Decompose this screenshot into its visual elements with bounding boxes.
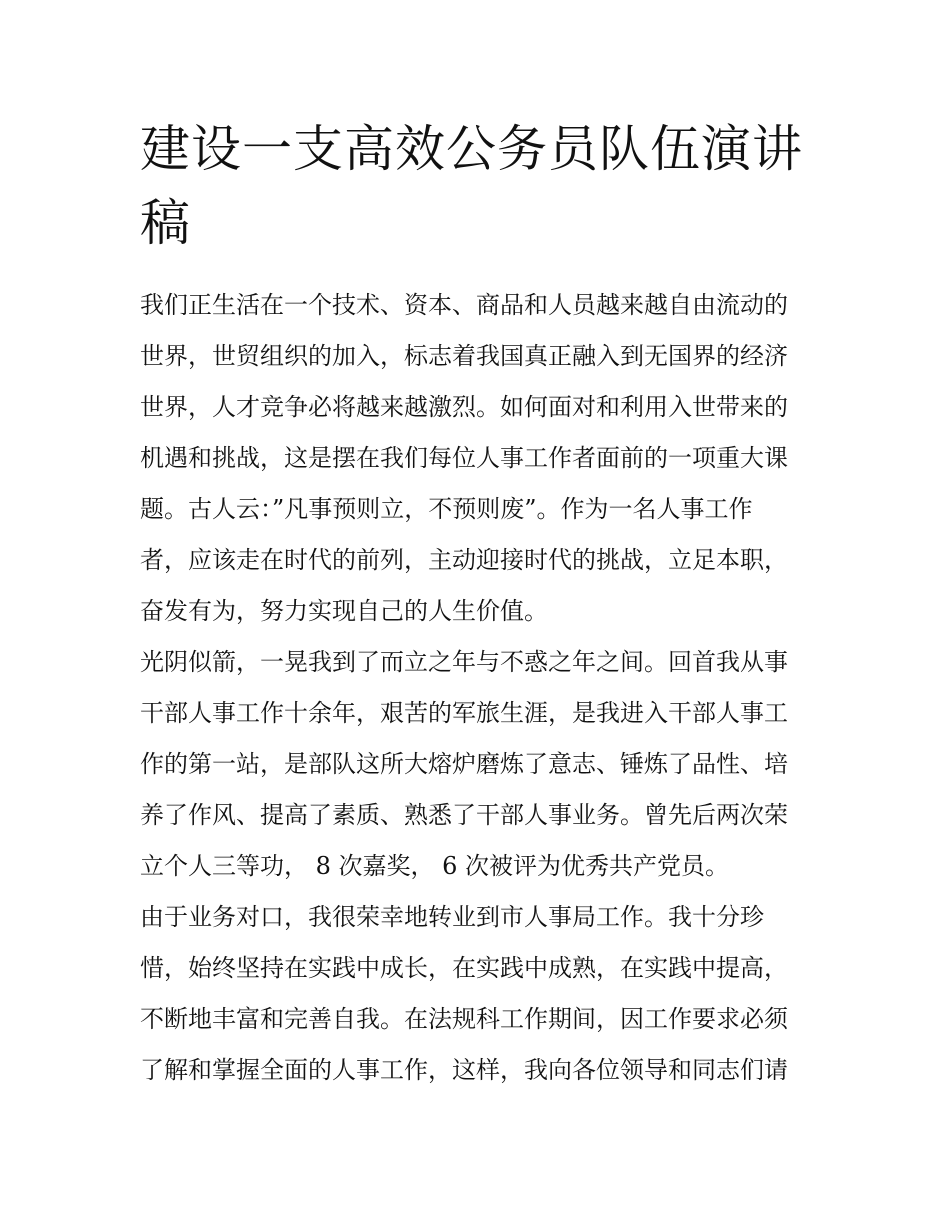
- text-line: 我们正生活在一个技术、资本、商品和人员越来越自由流动的: [140, 291, 788, 319]
- text-line: 者，应该走在时代的前列，主动迎接时代的挑战，立足本职，: [140, 546, 788, 574]
- text-line: 题。古人云：”凡事预则立，不预则废”。作为一名人事工作: [140, 495, 753, 523]
- text-line: 由于业务对口，我很荣幸地转业到市人事局工作。我十分珍: [140, 903, 764, 931]
- text-line: 世界，人才竞争必将越来越激烈。如何面对和利用入世带来的: [140, 393, 788, 421]
- text-line: 光阴似箭，一晃我到了而立之年与不惑之年之间。回首我从事: [140, 648, 788, 676]
- text-line: 干部人事工作十余年，艰苦的军旅生涯，是我进入干部人事工: [140, 699, 788, 727]
- text-line: 立个人三等功， 8 次嘉奖， 6 次被评为优秀共产党员。: [140, 852, 730, 880]
- text-line: 世界，世贸组织的加入，标志着我国真正融入到无国界的经济: [140, 342, 788, 370]
- paragraph-1: [140, 280, 820, 637]
- text-line: 不断地丰富和完善自我。在法规科工作期间，因工作要求必须: [140, 1005, 788, 1033]
- text-line: 了解和掌握全面的人事工作，这样，我向各位领导和同志们请: [140, 1056, 788, 1084]
- text-line: 奋发有为，努力实现自己的人生价值。: [140, 597, 548, 625]
- text-line: 养了作风、提高了素质、熟悉了干部人事业务。曾先后两次荣: [140, 801, 788, 829]
- text-line: 惜，始终坚持在实践中成长，在实践中成熟，在实践中提高，: [140, 954, 788, 982]
- text-line: 机遇和挑战，这是摆在我们每位人事工作者面前的一项重大课: [140, 444, 788, 472]
- paragraph-3: [140, 892, 820, 1096]
- paragraph-2: [140, 637, 820, 892]
- page-title: [140, 112, 820, 260]
- body-text: [140, 280, 820, 1096]
- title-line: 稿: [140, 194, 191, 252]
- title-line: 建设一支高效公务员队伍演讲: [140, 120, 803, 178]
- text-line: 作的第一站，是部队这所大熔炉磨炼了意志、锤炼了品性、培: [140, 750, 788, 778]
